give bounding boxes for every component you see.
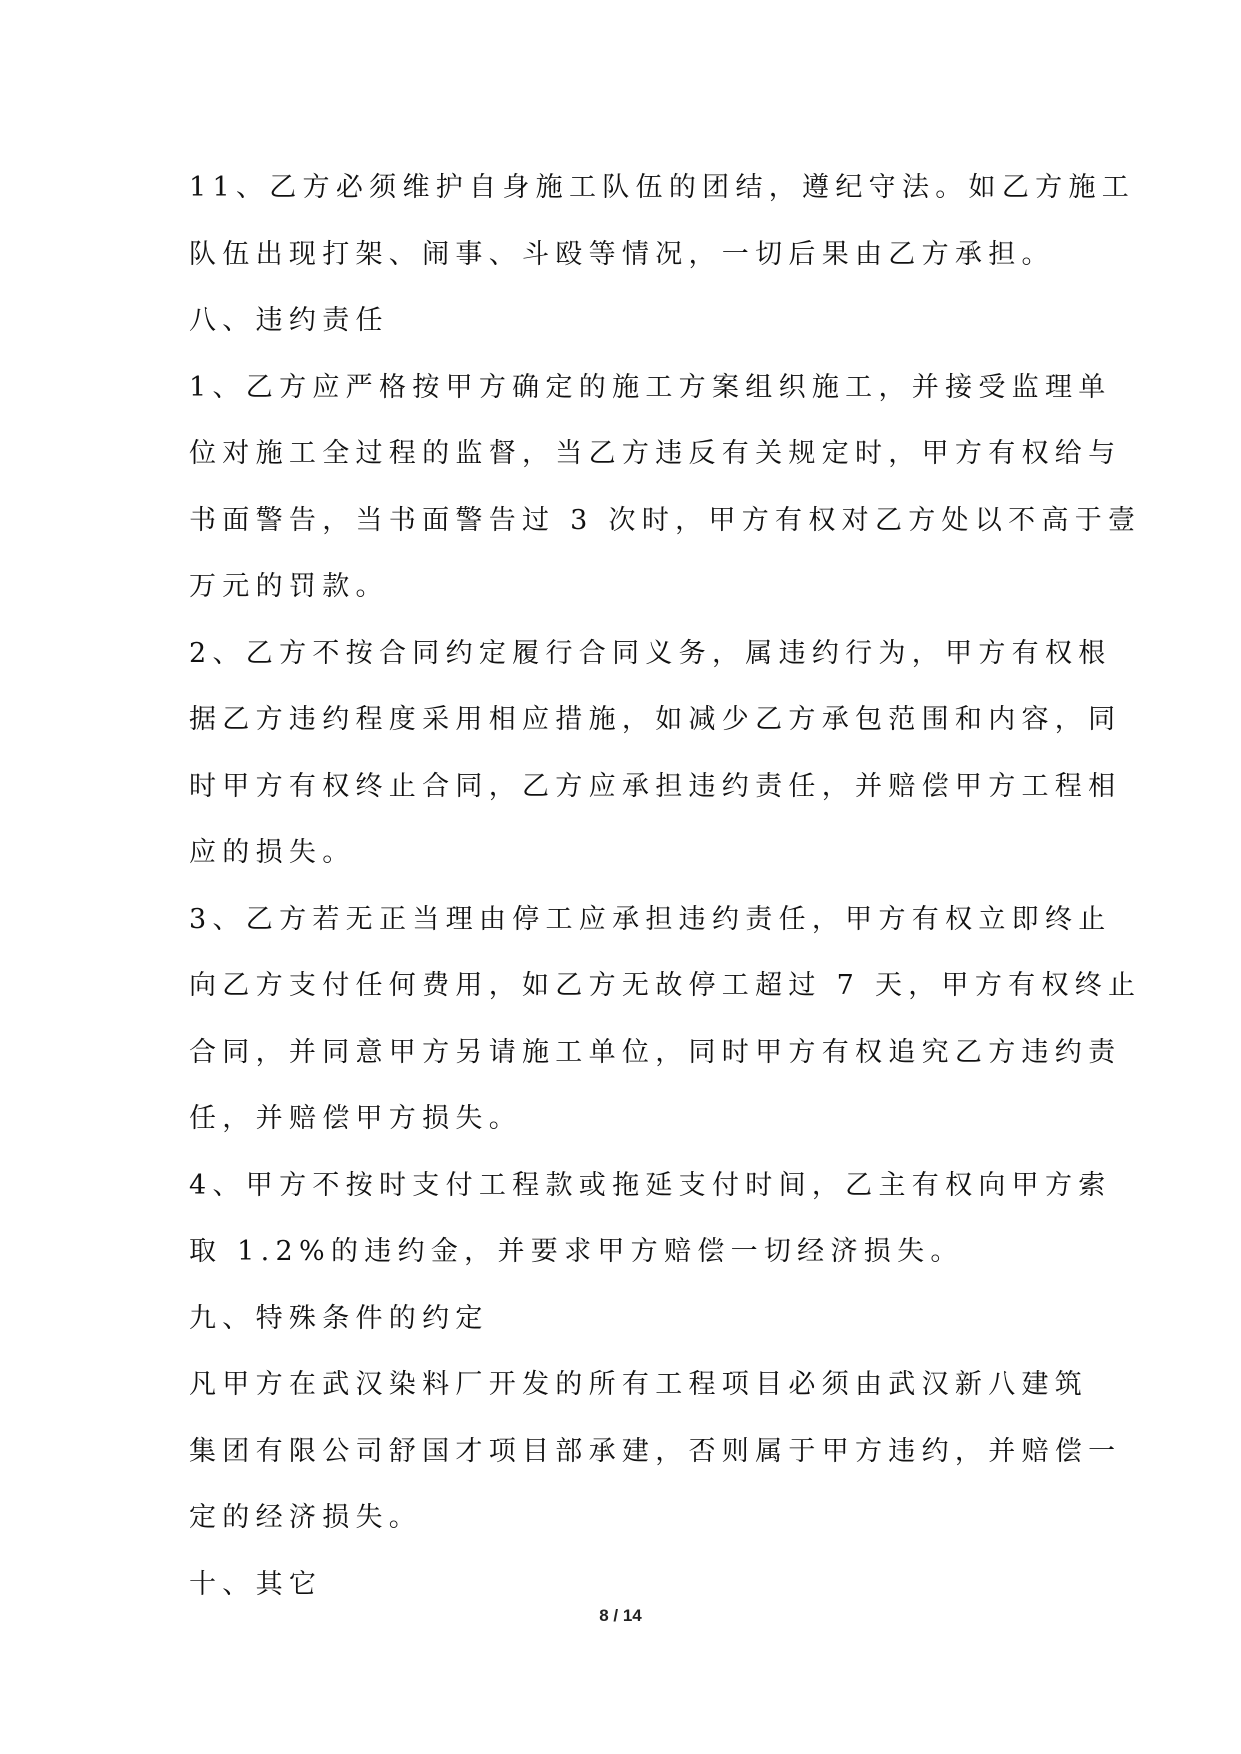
text-line: 时甲方有权终止合同，乙方应承担违约责任，并赔偿甲方工程相	[189, 770, 1122, 802]
text-line: 万元的罚款。	[189, 571, 389, 602]
page-number: 8 / 14	[599, 1606, 642, 1625]
text-line: 1、乙方应严格按甲方确定的施工方案组织施工，并接受监理单	[189, 371, 1112, 403]
section-heading: 十、其它	[189, 1568, 323, 1600]
text-line: 凡甲方在武汉染料厂开发的所有工程项目必须由武汉新八建筑	[189, 1369, 1089, 1400]
text-line: 向乙方支付任何费用，如乙方无故停工超过 7 天，甲方有权终止	[189, 970, 1142, 1001]
text-line: 合同，并同意甲方另请施工单位，同时甲方有权追究乙方违约责	[189, 1036, 1122, 1068]
document-body	[189, 155, 1142, 1618]
text-line: 位对施工全过程的监督，当乙方违反有关规定时，甲方有权给与	[189, 438, 1122, 469]
text-line: 任，并赔偿甲方损失。	[189, 1103, 522, 1134]
text-line: 据乙方违约程度采用相应措施，如减少乙方承包范围和内容，同	[189, 704, 1122, 735]
text-line: 取 1.2%的违约金，并要求甲方赔偿一切经济损失。	[189, 1236, 964, 1267]
text-line: 4、甲方不按时支付工程款或拖延支付时间，乙主有权向甲方索	[189, 1169, 1112, 1201]
text-line: 定的经济损失。	[189, 1502, 423, 1533]
section-heading: 八、违约责任	[189, 305, 389, 336]
text-line: 11、乙方必须维护自身施工队伍的团结，遵纪守法。如乙方施工	[189, 172, 1136, 203]
text-line: 应的损失。	[189, 837, 356, 868]
text-line: 2、乙方不按合同约定履行合同义务，属违约行为，甲方有权根	[189, 637, 1112, 669]
text-line: 集团有限公司舒国才项目部承建，否则属于甲方违约，并赔偿一	[189, 1435, 1122, 1467]
text-line: 队伍出现打架、闹事、斗殴等情况，一切后果由乙方承担。	[189, 238, 1055, 270]
section-heading: 九、特殊条件的约定	[189, 1302, 489, 1334]
text-line: 3、乙方若无正当理由停工应承担违约责任，甲方有权立即终止	[189, 903, 1112, 935]
text-line: 书面警告，当书面警告过 3 次时，甲方有权对乙方处以不高于壹	[189, 504, 1142, 536]
